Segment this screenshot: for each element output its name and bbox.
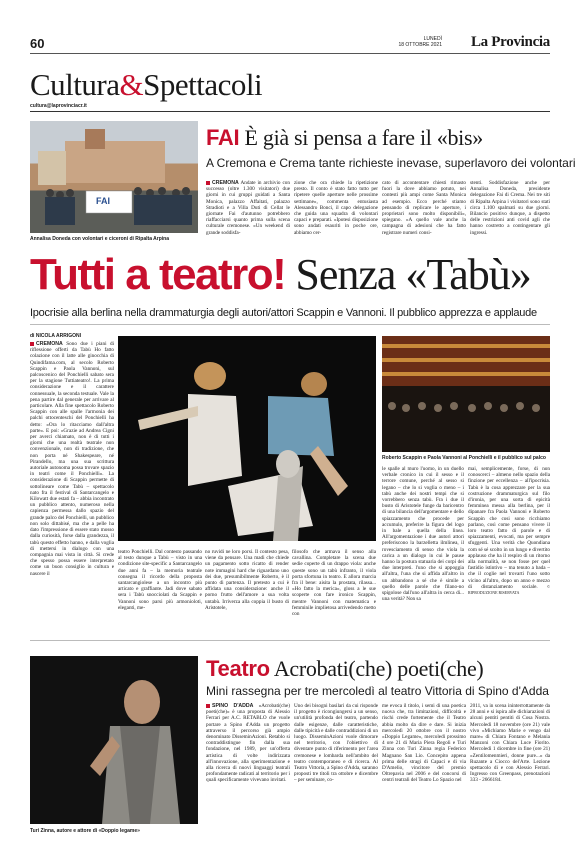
audience-drawing (382, 336, 550, 452)
fai-kicker: FAI (206, 125, 240, 150)
copyright: © RIPRODUZIONE RISERVATA (468, 583, 550, 596)
teatro-col-1 (30, 341, 114, 631)
teatro-dateline: CREMONA (36, 341, 63, 347)
fai-col-2: zione che ora chiede la ripetizione presto. Il conto è stato fatto tutto per ripetere quelle aperture nelle prossime settimane», commenta entusiasta Alessandro Bonci, il capo delegazione che guida una squadra di volontari capaci e preparati. «Ipotesi disposizione sono andati esauriti in poche ore, abbiamo cer- (294, 180, 378, 236)
teatro2-col1-text: «Acrobati(che) poeti(che)» è una proposta di Alessio Ferrari per A.C. RETABLO che vuole portare a Spino d'Adda un progetto attraverso il percorso già ampio denominato DisseminAzioni. Retablo si contraddistingue fin dalla sua fondazione, nel 1989, per un'offerta artistica di volte indirizzata all'innovazione, alla sperimentazione e alla ricerca di nuovi linguaggi teatrali profondamente radicati al territorio per i quali specificamente vivevano invitati. (206, 703, 290, 784)
fai-col-1 (206, 180, 290, 240)
section-divider (30, 640, 550, 641)
fai-subhead: A Cremona e Crema tante richieste inevase, superlavoro dei volontari (206, 156, 576, 170)
section-email: cultura@laprovinciacr.it (30, 103, 550, 112)
teatro-divider (30, 324, 550, 325)
teatro2-col-2: Uno dei bisogni basilari da cui risponde il progetto è ricongiungersi a un senso, un'utilità profonda del teatro, partendo dalle esigenze, dalle caratteristiche, dalle tipicità e dalle contraddizioni di un luogo. DisseminAzioni vuole dimorare nel territorio, con l'obiettivo di diventare punto di riferimento per l'area cremonese e lombarda nell'ambito del teatro contemporaneo e di ricerca. Al Teatro Vittoria, a Spino d'Adda, saranno proposti tre titoli tra ottobre e dicembre – per seminare, co- (294, 703, 378, 784)
page-number: 60 (30, 36, 45, 51)
newspaper-logo: La Provincia (470, 34, 550, 50)
teatro-col1-text: Sono due i piani di riflessione offerti da Tabù Ho fatto colazione con il latte alle ginocchia di Quindifama.com, al secolo Roberto Scappin e Paola Vannoni, sul palcoscenico del Ponchielli sabato sera per la stagione Tuttiateatro!. La prima considerazione e il carattere connessuale, la seconda testuale. Vale la pena partire dal generale per arrivare al particolare. Alla fine spettacolo Roberto Scappin con alle spalle l'armonia dei palchi ottocenteschi del Ponchielli ha detto: «Ora lo ritacciamo dall'altra parte». E poi: «Grazie ad Andrea Cigni per averci chiamato, non è di tutti i giorni che una realtà teatrale non convenzionale, non di tradizione, che non porta né Shakespeare, né Pirandello, ma una sua scrittura autoriale autonoma possa trovare spazio in teatri come il Ponchielli». La considerazione di Scappin permette di sottolineare come Tabù – spettacolo nato fra il festival di Santarcangelo e Kilowatt due estati fa – abbia incontrato un pubblico attento, numeroso nella capienza permessa dallo spazio del grande palco del Ponchielli, un pubblico non solo dittabisé, ma che a pelle ha dato l'impressione di essere stato mosso dalla curiosità, forse dalla grandezza, il tabù questo effetto hanno, e dalla voglia di mettersi in dialogo con una compagnia mai vista in città. Si crede che spesso possa essere interpretato come un buon consiglio in cultura e nascere il (30, 341, 114, 577)
section-amp: & (119, 67, 144, 102)
teatro-headline-black: Senza «Tabù» (295, 250, 531, 299)
teatro-main-photo (118, 336, 376, 541)
zinna-photo-caption: Turi Zinna, autore e attore di «Doppio legame» (30, 828, 140, 834)
teatro-subhead: Ipocrisie alla berlina nella drammaturgia degli autori/attori Scappin e Vannoni. Il pubblico apprezza e applaude (30, 307, 537, 319)
teatro-col-5: le spalle al muro l'uomo, in un duello verbale cronico in cui il sesso e il terrore comune, perché al sesso si legano – che lo si voglia o meno – i tabù anche dei nostri tempi che si vorrebbero senza tabù. Fra i due il busto di Aristotele funge da baricentro di una bilancia dell'argomentare e dello spiazzamento che procede per accumulo, preferire la figura del logo in bale a quella della linea. All'argomentazione i due autori attori preferiscono la barzelletta ilmlinea, il rovesciamento di senso che viola la carica a un dialogo in cui le pause hanno la postura statuaria dei corpi dei due interpreti. l'uno che si appoggia all'altra, l'una che si affida all'altro in un abbandono a sé che è simile a quello delle parole che filano-no spigolose dall'uno all'altra in cerca di... una verità? Non sa (382, 466, 464, 603)
section-part1: Cultura (30, 67, 120, 102)
teatro2-kicker: Teatro (206, 656, 270, 681)
red-square-icon (30, 342, 34, 346)
fai-col-4: stenti. Soddisfazione anche per Annalisa Doneda, presidente delegazione Fai di Crema. Nei tre siti di Ripalta Arpina i visitatori sono stati circa 1.100 spalmati su due giorni. Bilancio positivo dunque, a dispetto delle restrizioni anti covid agli che hanno costretto a contingentare gli ingressi. (470, 180, 550, 236)
fai-banner-text: FAI (96, 196, 111, 206)
teatro2-dateline: SPINO D'ADDA (212, 703, 254, 709)
red-square-icon (206, 181, 210, 185)
issue-date (398, 36, 442, 48)
teatro-audience-photo (382, 336, 550, 452)
zinna-photo (30, 656, 198, 824)
teatro-headline (30, 252, 531, 298)
fai-headline (206, 125, 483, 151)
teatro2-headline (206, 656, 483, 682)
teatro2-title: Acrobati(che) poeti(che) (273, 656, 484, 681)
section-part2: Spettacoli (143, 67, 263, 102)
fai-col-3: cato di accontentare chiesti rimasto fuori la dove abbiamo potuto, nei contesti più ampi come Santa Monica ad esempio. Ecco perché stiamo pensando di replicare le aperture, i proprietari sono molto disponibili», spiegano. «A quello vale anche la campagna di adesioni che ha fatto registrare numeri consi- (382, 180, 466, 236)
teatro-photo-caption: Roberto Scappin e Paola Vannoni al Ponchielli e il pubblico sul palco (382, 455, 546, 461)
teatro2-col-1 (206, 703, 290, 833)
fai-dateline: CREMONA (212, 180, 239, 186)
section-title (30, 68, 262, 102)
teatro2-subhead: Mini rassegna per tre mercoledì al teatro Vittoria di Spino d'Adda (206, 684, 549, 698)
fai-photo-caption: Annalisa Doneda con volontari e ciceroni di Ripalta Arpina (30, 236, 170, 242)
issue-date-text: 18 OTTOBRE 2021 (398, 42, 442, 48)
zinna-drawing (30, 656, 198, 824)
teatro-col6-text: mai, semplicemente, forse, di non conoscerci – almeno nello spazio della finzione per eccellenza – all'ipocrisia. Tabù è la cosa apprezzare per la sua costruzione drammaturgica sul filo d'ironia, per una sorta di epicità femminea messa alla berlina, per il dipanare fra Paola Vannoni e Roberto Scappin che cosi sono ricchiamo parlano, così come pensano vivere il loro teatro fatto di parole e di spiazzamenti, evocati, ma per sempre sfuggenti. Una verità che Quondiana com sé sé scolto in un lungo e divertito applauso che ha il respiro di un ritorno alla normalità, se non fosse per quel fastidio istintivo – ma tenuto a bada – che il coglie nel trovarti l'uno sotto vicino all'altro, dopo un anno e mezzo di distanziamento sociale. (468, 466, 550, 590)
fai-photo (30, 121, 198, 233)
issue-day: LUNEDÌ (423, 36, 442, 42)
teatro-col-2: teatro Ponchielli. Dal contesto passando al testo dunque a Tabù – visto in una condizione site-specific a Santarcangelo due anni fa – la memoria teatrale consegna il ricordo della proposta santarcangiolese a un incontro più articato e graffiante. Jadi dove sabato sera i Tabù snocciolati da Scappin e Vannoni sono parsi più armonioloti, eleganti, me- (118, 549, 202, 611)
actors-drawing (118, 336, 376, 541)
teatro-col-6 (468, 466, 550, 631)
teatro-col-3: no ruvidi ne loro porsi. Il contesto pesa, viene da pensare. Una madi che chiede un pagamento sotto ricatto di render note immagini hard che riguardano uno dei due, presumibilmente Roberto, è il punto di partenza. Il pretesto a cui è affidata una considerazione: anche il porno frutto dell'amore a sua volta untabù. Irriverza alla coppia il busto di Aristotele, (205, 549, 289, 611)
page-header (30, 34, 550, 54)
teatro-headline-red: Tutti a teatro! (30, 250, 286, 299)
fai-col1-text: Andate in archivio con successo (oltre 1.300 visitatori) due giorni in cui gruppi guidati a Santa Monica, palazzo Affaitati, palazzo Stradioti e a Villa Duti di Cellat le giornate Fai d'autunno potrebbero riaffacciarsi quanto prima sulla scena culturale cremonese. «Un weekend di grande soddisfa- (206, 180, 290, 236)
teatro2-col-3: me evoca il titolo, i semi di una poetica nuova che, tra limitazioni, difficoltà e rischi crede fortemente che il Teatro abbia molto da dire e dare. Si inizia mercoledì 20 ottobre con il nostro «Doppio Legame», mercoledì prossimo 4 ore 21 di Maria Piera Regoli e Turi Zinna con Turi Zinna regia Federico Magnano San Lio. Concepito appena prima delle stragi di Capaci e di via D'Amelio, vincitore del premio Oltrepavia nel 2006 e del concorsi di centri teatrali del Teatro Lo Spazio nel (382, 703, 466, 784)
fai-photo-drawing (30, 121, 198, 233)
red-square-icon (206, 704, 210, 708)
teatro-col-4: filosofo che armava il senso alla cavallina. Completare la scena due sedie coperte di un drappo viola: anche queste sono un tabù infranto, il viola porta sfortuna in teatro. E allora marcia fra il bene: aisita la prostata, rilassa... «Ho fatto la merica», gloss a le sue scoperte con fare ironico Scappin, mentre Vannoni con matematica e femminile implietosa arrivedendo metto con (292, 549, 376, 618)
fai-title: È già si pensa a fare il «bis» (244, 125, 483, 150)
teatro-byline: di NICOLA ARRIGONI (30, 333, 82, 339)
teatro2-col-4: 2011, va in scena ininterrottamente da 28 anni e si ispira alle dichiarazioni di alcuni pentiti pentiti di Cosa Nostra. Mercoledì 18 novembre (ore 21) vale vivo «Michiamo Marie e vengo dal mare» di Chiara Fontano e Melania Manzoni con Chiara Luce Fiorito. Mercoledì 1 dicembre in fine (ore 21) «Zentilomenmieri, donne pure...» da Ruzante a Ciocco del'Arte. Lezione spettacolo di e con Alessio Ferrari. Ingresso con Greenpass, prenotazioni 333 - 2666184. (470, 703, 550, 784)
